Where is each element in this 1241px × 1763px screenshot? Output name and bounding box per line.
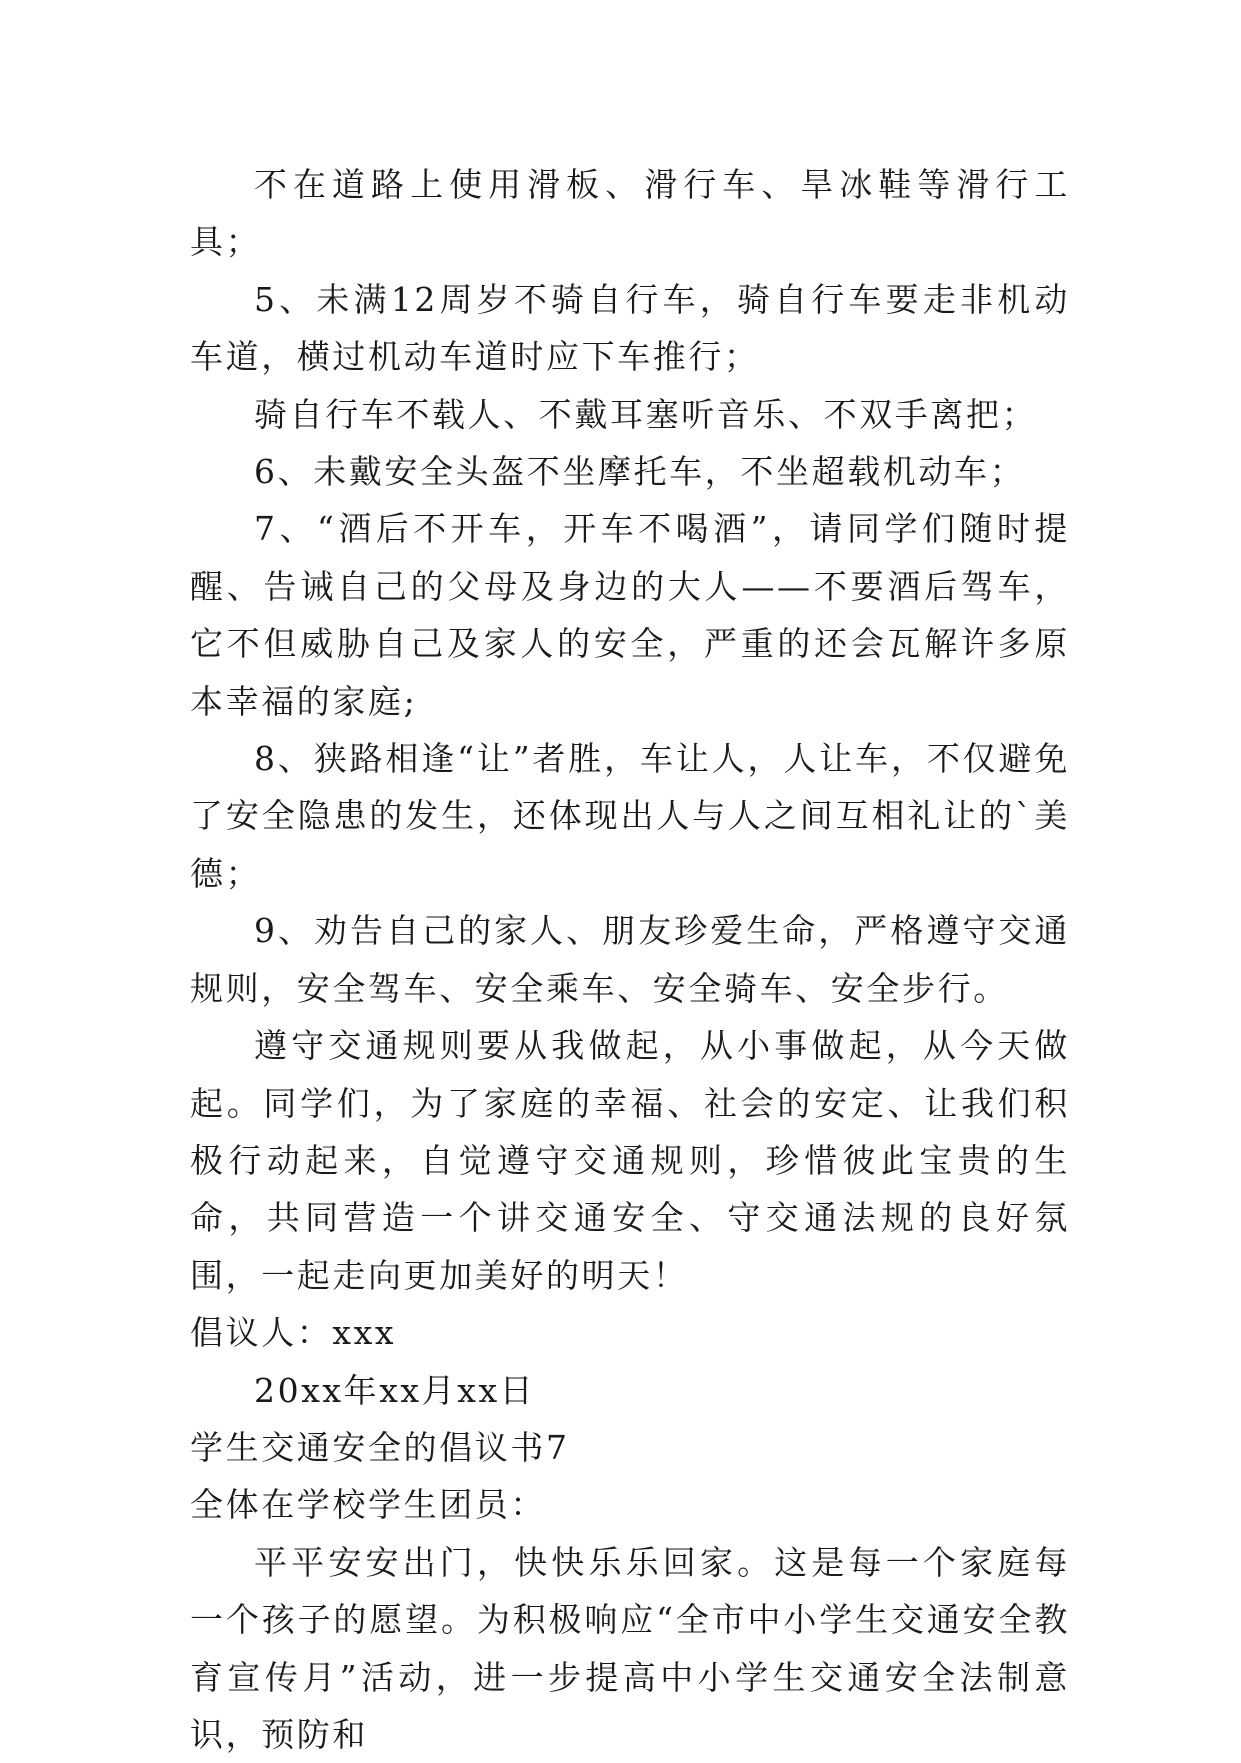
- paragraph: 不在道路上使用滑板、滑行车、旱冰鞋等滑行工具；: [190, 165, 1070, 262]
- paragraph: 5、未满12周岁不骑自行车，骑自行车要走非机动车道，横过机动车道时应下车推行；: [190, 279, 1070, 377]
- paragraph: 9、劝告自己的家人、朋友珍爱生命，严格遵守交通规则，安全驾车、安全乘车、安全骑车、安全步行。: [190, 911, 1070, 1008]
- signature-line: 倡议人：xxx: [190, 1313, 397, 1353]
- paragraph: 平平安安出门，快快乐乐回家。这是每一个家庭每一个孩子的愿望。为积极响应“全市中小学生交通安全教育宣传月”活动，进一步提高中小学生交通安全法制意识，预防和: [190, 1542, 1070, 1754]
- paragraph: 6、未戴安全头盔不坐摩托车，不坐超载机动车；: [254, 452, 1026, 492]
- paragraph: 遵守交通规则要从我做起，从小事做起，从今天做起。同学们，为了家庭的幸福、社会的安定、让我们积极行动起来，自觉遵守交通规则，珍惜彼此宝贵的生命，共同营造一个讲交通安全、守交通法规的良好氛围，一起走向更加美好的明天！: [190, 1026, 1070, 1295]
- salutation: 全体在学校学生团员：: [190, 1485, 546, 1525]
- document-body: [190, 156, 1070, 1763]
- paragraph: 8、狭路相逢“让”者胜，车让人，人让车，不仅避免了安全隐患的发生，还体现出人与人之间互相礼让的`美德；: [190, 739, 1070, 893]
- paragraph: 骑自行车不载人、不戴耳塞听音乐、不双手离把；: [254, 394, 1038, 434]
- date-line: 20xx年xx月xx日: [254, 1370, 536, 1410]
- paragraph: 7、“酒后不开车，开车不喝酒”，请同学们随时提醒、告诫自己的父母及身边的大人——不要酒后驾车，它不但威胁自己及家人的安全，严重的还会瓦解许多原本幸福的家庭;: [190, 509, 1070, 721]
- section-title: 学生交通安全的倡议书7: [190, 1427, 570, 1467]
